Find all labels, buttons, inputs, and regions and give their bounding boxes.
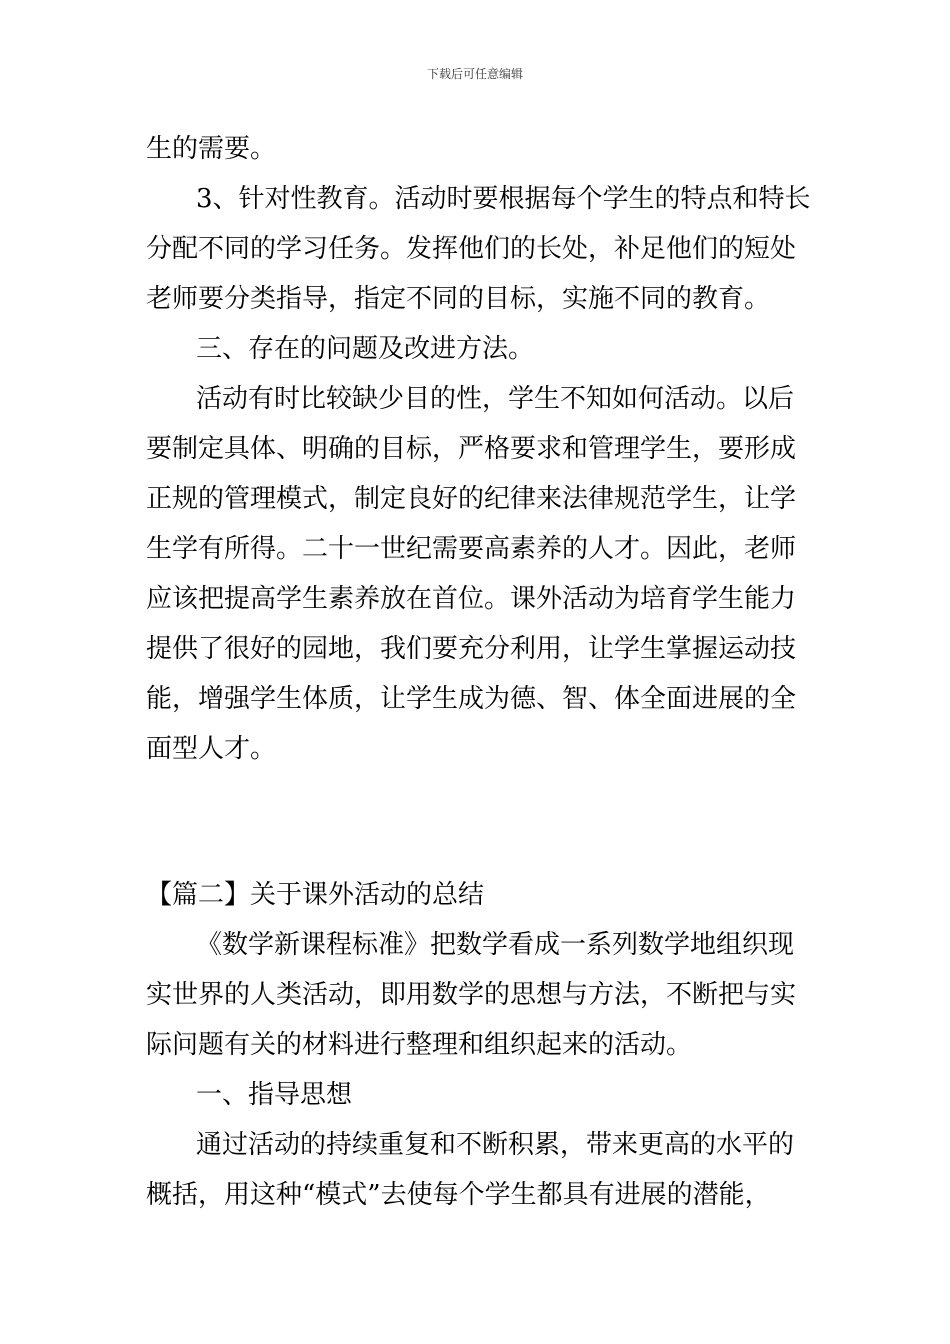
body-line: 生学有所得。二十一世纪需要高素养的人才。因此，老师 — [146, 534, 797, 564]
body-line: 概括，用这种“模式”去使每个学生都具有进展的潜能， — [146, 1180, 771, 1210]
body-line: 《数学新课程标准》把数学看成一系列数学地组织现 — [196, 930, 795, 960]
body-line: 通过活动的持续重复和不断积累，带来更高的水平的 — [196, 1130, 795, 1160]
body-line: 要制定具体、明确的目标，严格要求和管理学生，要形成 — [146, 434, 797, 464]
body-line: 生的需要。 — [146, 134, 277, 164]
page-header: 下载后可任意编辑 — [426, 67, 523, 81]
section-heading: 一、指导思想 — [196, 1080, 353, 1110]
body-line: 能，增强学生体质，让学生成为德、智、体全面进展的全 — [146, 684, 797, 714]
body-line: 面型人才。 — [146, 734, 277, 764]
body-line: 3、针对性教育。活动时要根据每个学生的特点和特长 — [196, 184, 811, 214]
body-line: 活动有时比较缺少目的性，学生不知如何活动。以后 — [196, 384, 795, 414]
body-line: 分配不同的学习任务。发挥他们的长处，补足他们的短处 — [146, 234, 797, 264]
body-line: 际问题有关的材料进行整理和组织起来的活动。 — [146, 1030, 693, 1060]
article-title: 【篇二】关于课外活动的总结 — [146, 880, 485, 910]
body-line: 实世界的人类活动，即用数学的思想与方法，不断把与实 — [146, 980, 797, 1010]
body-line: 正规的管理模式，制定良好的纪律来法律规范学生，让学 — [146, 484, 797, 514]
body-line: 提供了很好的园地，我们要充分利用，让学生掌握运动技 — [146, 634, 797, 664]
body-line: 老师要分类指导，指定不同的目标，实施不同的教育。 — [146, 284, 771, 314]
section-heading: 三、存在的问题及改进方法。 — [196, 334, 535, 364]
body-line: 应该把提高学生素养放在首位。课外活动为培育学生能力 — [146, 584, 797, 614]
